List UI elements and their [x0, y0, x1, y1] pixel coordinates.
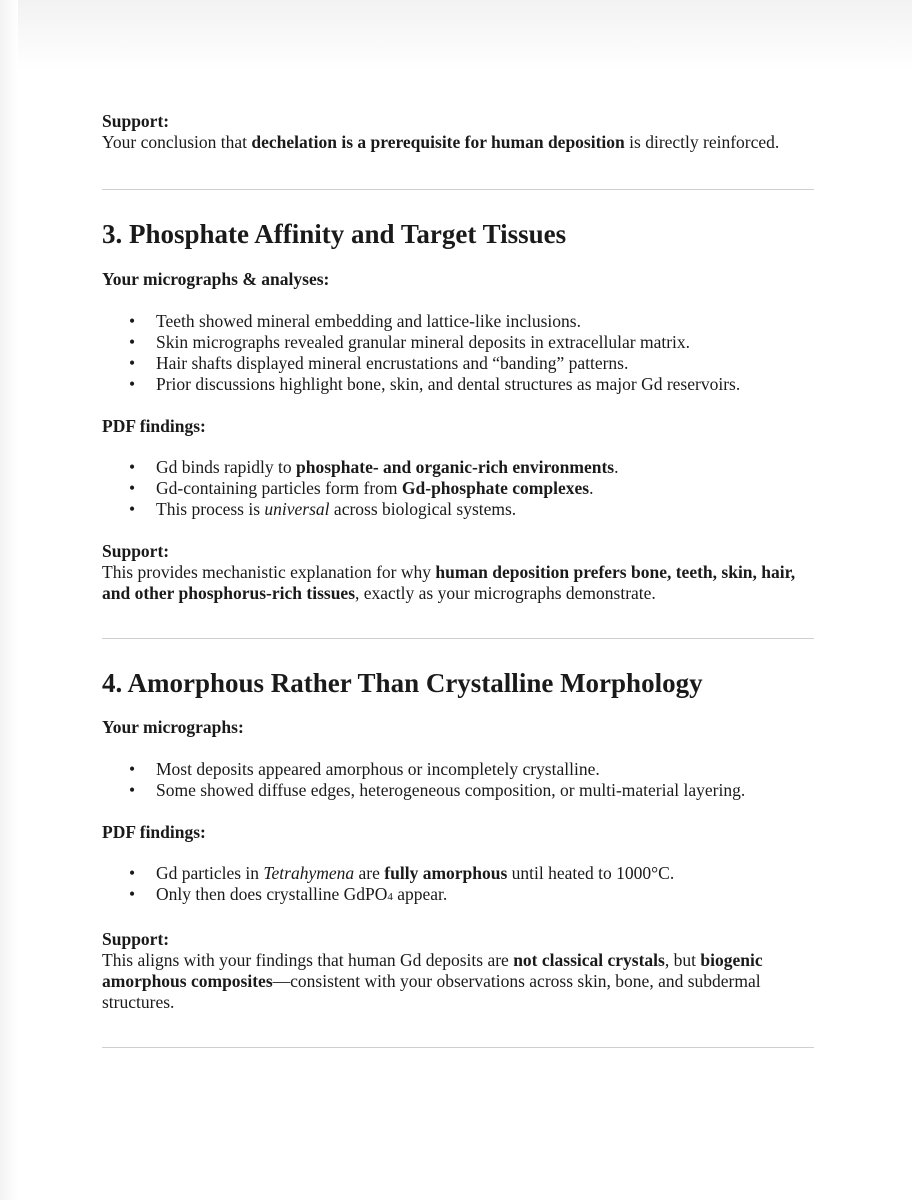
- bullet-icon: •: [129, 780, 136, 800]
- list-item: [102, 863, 814, 884]
- text-run: universal: [264, 499, 330, 519]
- page-left-shadow: [0, 0, 18, 1200]
- text-run: dechelation is a prerequisite for human deposition: [251, 132, 625, 152]
- text-run: across biological systems.: [329, 499, 517, 519]
- list-item: [102, 457, 814, 478]
- bullet-icon: •: [129, 884, 136, 904]
- text-run: not classical crystals: [513, 950, 665, 970]
- bullet-icon: •: [129, 478, 136, 498]
- text-run: 4: [387, 891, 393, 903]
- section3-heading: 3. Phosphate Affinity and Target Tissues: [102, 219, 567, 249]
- bullet-icon: •: [129, 332, 136, 352]
- section3-support-label: Support:: [102, 541, 170, 561]
- page-top-shadow: [0, 0, 912, 70]
- section3-micrographs-label: Your micrographs & analyses:: [102, 269, 330, 289]
- section2-support-label: Support:: [102, 111, 170, 131]
- text-run: fully amorphous: [384, 863, 508, 883]
- text-run: Prior discussions highlight bone, skin, and dental structures as major Gd reservoirs.: [156, 374, 741, 394]
- bullet-icon: •: [129, 311, 136, 331]
- bullet-icon: •: [129, 759, 136, 779]
- bullet-icon: •: [129, 499, 136, 519]
- text-run: , but: [664, 950, 701, 970]
- text-run: Skin micrographs revealed granular mineral deposits in extracellular matrix.: [156, 332, 691, 352]
- list-item: [102, 332, 814, 353]
- text-run: is directly reinforced.: [624, 132, 780, 152]
- text-run: Gd binds rapidly to: [156, 457, 296, 477]
- text-run: human deposition prefers bone, teeth, skin, hair, and other phosphorus-rich tissues: [102, 562, 796, 603]
- section2-support-text: [102, 132, 814, 153]
- document-content: [102, 110, 814, 1048]
- text-run: phosphate- and organic-rich environments: [296, 457, 615, 477]
- section3-pdf-list: [102, 457, 814, 520]
- section3-pdf-label: PDF findings:: [102, 416, 206, 436]
- text-run: Tetrahymena: [263, 863, 355, 883]
- text-run: Hair shafts displayed mineral encrustations and “banding” patterns.: [156, 353, 629, 373]
- bullet-icon: •: [129, 457, 136, 477]
- text-run: Gd-containing particles form from: [156, 478, 402, 498]
- text-run: appear.: [392, 884, 448, 904]
- text-run: .: [614, 457, 619, 477]
- text-run: Most deposits appeared amorphous or incompletely crystalline.: [156, 759, 600, 779]
- text-run: This aligns with your findings that human Gd deposits are: [102, 950, 514, 970]
- text-run: This provides mechanistic explanation for why: [102, 562, 436, 582]
- bullet-icon: •: [129, 353, 136, 373]
- list-item: [102, 374, 814, 395]
- section4-heading: 4. Amorphous Rather Than Crystalline Morphology: [102, 668, 703, 698]
- section-divider: [102, 1047, 814, 1048]
- section4-micrographs-list: [102, 759, 814, 801]
- list-item: [102, 884, 814, 908]
- text-run: biogenic amorphous composites: [102, 950, 763, 991]
- section4-pdf-label: PDF findings:: [102, 822, 206, 842]
- section4-micrographs-label: Your micrographs:: [102, 717, 244, 737]
- list-item: [102, 353, 814, 374]
- text-run: —consistent with your observations across skin, bone, and subdermal structures.: [102, 971, 761, 1012]
- section4-support-text: [102, 950, 814, 1013]
- section4-support-label: Support:: [102, 929, 170, 949]
- text-run: Teeth showed mineral embedding and lattice-like inclusions.: [156, 311, 581, 331]
- list-item: [102, 311, 814, 332]
- list-item: [102, 499, 814, 520]
- bullet-icon: •: [129, 374, 136, 394]
- list-item: [102, 478, 814, 499]
- text-run: This process is: [156, 499, 265, 519]
- text-run: Gd-phosphate complexes: [401, 478, 590, 498]
- bullet-icon: •: [129, 863, 136, 883]
- text-run: are: [354, 863, 385, 883]
- section4-pdf-list: [102, 863, 814, 908]
- text-run: Some showed diffuse edges, heterogeneous composition, or multi-material layering.: [156, 780, 746, 800]
- section3-micrographs-list: [102, 311, 814, 395]
- text-run: Gd particles in: [156, 863, 264, 883]
- section3-support-text: [102, 562, 814, 604]
- text-run: .: [589, 478, 594, 498]
- text-run: until heated to 1000°C.: [507, 863, 675, 883]
- text-run: Only then does crystalline GdPO: [156, 884, 388, 904]
- text-run: Your conclusion that: [102, 132, 252, 152]
- list-item: [102, 780, 814, 801]
- text-run: , exactly as your micrographs demonstrate.: [355, 583, 656, 603]
- list-item: [102, 759, 814, 780]
